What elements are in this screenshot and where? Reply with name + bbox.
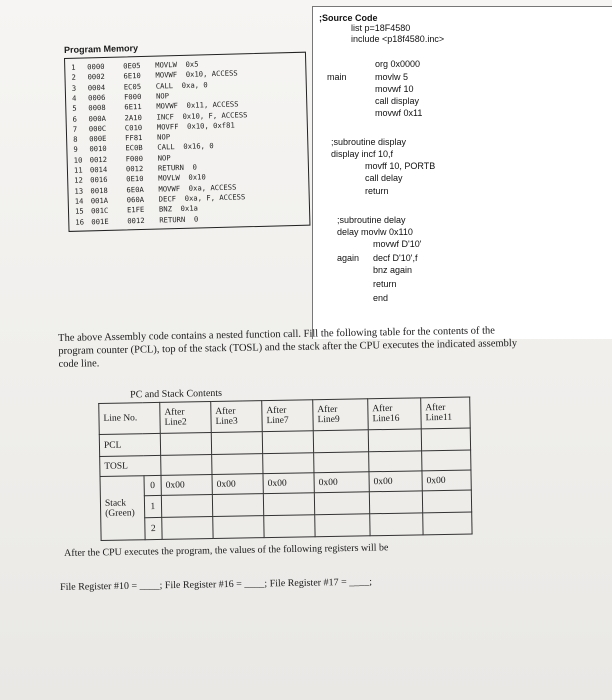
source-line: end (373, 293, 389, 303)
pcl-label: PCL (99, 433, 160, 456)
stack-index: 1 (144, 495, 162, 517)
question-text: The above Assembly code contains a nested function call. Fill the following table for the contents of the program counter (PCL), top of the stack (TOSL) and the stack after the CPU executes the indicated assembly code line. (58, 325, 518, 370)
table-cell-input[interactable] (314, 452, 369, 473)
column-header-bottom: Line9 (317, 414, 340, 426)
source-line: call delay (365, 173, 403, 183)
disassembly: MOVWF 0x11, ACCESS (156, 99, 239, 111)
after-execution-text: After the CPU executes the program, the values of the following registers will be (64, 542, 389, 559)
machine-code: 060A (126, 194, 145, 205)
table-cell-input[interactable] (264, 515, 315, 538)
table-cell-input[interactable] (421, 428, 470, 451)
table-cell-input[interactable] (263, 453, 314, 474)
stack-value: 0x00 (422, 470, 471, 491)
line-number: 2 (71, 72, 76, 83)
table-cell-input[interactable] (369, 491, 422, 514)
memory-address: 0012 (89, 154, 108, 165)
column-header-top: After (425, 402, 446, 414)
machine-code: 0012 (125, 163, 144, 174)
line-number: 14 (74, 196, 84, 206)
memory-address: 0006 (87, 92, 106, 103)
table-cell-input[interactable] (370, 513, 423, 536)
stack-value: 0x00 (263, 473, 314, 494)
source-comment: ;subroutine display (331, 137, 407, 147)
line-number: 3 (71, 83, 77, 93)
column-header (421, 397, 471, 429)
machine-code: 0E05 (123, 61, 141, 71)
source-line: decf D'10',f (373, 253, 418, 263)
memory-address: 0002 (87, 72, 105, 82)
memory-address: 001A (90, 195, 109, 206)
machine-code: 2A10 (124, 112, 143, 122)
machine-code: EC0B (125, 143, 143, 153)
table-caption: PC and Stack Contents (129, 387, 223, 401)
stack-value: 0x00 (369, 471, 422, 492)
memory-address: 0016 (90, 175, 108, 185)
source-line: call display (375, 96, 420, 106)
program-memory-listing (64, 52, 310, 232)
stack-index: 2 (144, 517, 162, 539)
table-cell-input[interactable] (313, 430, 368, 453)
table-cell-input[interactable] (315, 514, 370, 537)
pc-stack-table-wrapper (98, 384, 473, 541)
disassembly: DECF 0xa, F, ACCESS (158, 192, 246, 204)
column-header-top: After (164, 407, 185, 418)
source-code-panel (312, 6, 612, 339)
disassembly: NOP (155, 91, 170, 101)
disassembly: BNZ 0x1a (158, 203, 199, 214)
machine-code: F000 (123, 91, 142, 102)
source-line: movwf 0x11 (375, 108, 423, 118)
column-header-top: After (215, 406, 236, 417)
table-cell-input[interactable] (160, 433, 211, 456)
line-number: 4 (71, 93, 77, 103)
line-number: 12 (74, 175, 83, 186)
machine-code: 6E11 (124, 102, 142, 112)
program-memory-title: Program Memory (63, 43, 139, 55)
machine-code: E1FE (126, 205, 145, 215)
stack-label-line: (Green) (105, 507, 135, 519)
line-number: 11 (73, 165, 83, 175)
column-header (211, 401, 263, 433)
table-cell-input[interactable] (368, 429, 421, 452)
disassembly: INCF 0x10, F, ACCESS (156, 109, 248, 122)
memory-address: 0004 (87, 82, 106, 92)
memory-address: 0018 (90, 185, 108, 195)
line-number: 9 (73, 145, 78, 155)
line-no-header: Line No. (99, 402, 161, 434)
stack-index: 0 (144, 475, 162, 495)
source-line: include <p18f4580.inc> (351, 34, 445, 44)
tosl-label: TOSL (100, 455, 161, 476)
column-header (262, 400, 314, 432)
line-number: 13 (74, 186, 84, 196)
table-cell-input[interactable] (422, 490, 471, 513)
machine-code: 6E0A (126, 184, 144, 195)
memory-address: 001E (91, 216, 109, 226)
disassembly: RETURN 0 (159, 214, 199, 225)
memory-address: 0014 (89, 164, 108, 175)
memory-address: 000A (88, 113, 107, 123)
stack-label (100, 476, 145, 541)
memory-address: 0010 (89, 144, 107, 154)
table-cell-input[interactable] (161, 455, 212, 476)
memory-address: 0008 (88, 103, 106, 113)
source-line: bnz again (373, 265, 413, 275)
column-header (368, 398, 422, 430)
column-header (313, 399, 369, 431)
line-number: 8 (73, 134, 78, 144)
table-cell-input[interactable] (213, 516, 264, 539)
column-header-top: After (372, 403, 393, 415)
column-header-bottom: Line11 (425, 412, 453, 424)
pc-stack-table (98, 397, 472, 541)
column-header (160, 402, 212, 434)
column-header-bottom: Line7 (266, 415, 289, 427)
machine-code: EC05 (123, 81, 142, 92)
source-code-title: ;Source Code (319, 13, 378, 23)
disassembly: CALL 0x16, 0 (157, 141, 214, 152)
source-line: movlw 5 (375, 72, 409, 82)
source-line: return (373, 279, 397, 289)
disassembly: NOP (157, 152, 171, 163)
memory-address: 0000 (87, 61, 105, 72)
stack-value: 0x00 (161, 475, 212, 496)
table-cell-input[interactable] (423, 512, 472, 535)
file-register-blanks: File Register #10 = ____; File Register #16 = ____; File Register #17 = ____; (60, 576, 373, 593)
machine-code: 0012 (127, 215, 145, 225)
disassembly: MOVLW 0x10 (158, 172, 206, 183)
column-header-bottom: Line3 (215, 416, 238, 427)
table-cell-input[interactable] (262, 431, 313, 454)
column-header-bottom: Line2 (164, 417, 187, 428)
line-number: 1 (71, 62, 76, 72)
disassembly: MOVLW 0x5 (155, 59, 199, 70)
table-cell-input[interactable] (162, 517, 213, 540)
line-number: 6 (72, 114, 78, 124)
machine-code: 6E10 (123, 71, 141, 81)
source-line: movwf D'10' (373, 239, 422, 249)
table-cell-input[interactable] (422, 450, 471, 471)
source-line: movwf 10 (375, 84, 414, 94)
machine-code: FF81 (124, 133, 143, 143)
column-header-top: After (317, 404, 338, 416)
memory-address: 001C (90, 206, 109, 216)
machine-code: 0E10 (126, 174, 144, 184)
source-line: delay movlw 0x110 (337, 227, 413, 237)
disassembly: MOVWF 0x10, ACCESS (155, 68, 238, 80)
memory-address: 000E (89, 134, 107, 144)
source-label: again (337, 253, 360, 263)
column-header-bottom: Line16 (372, 413, 400, 425)
machine-code: C010 (124, 122, 143, 133)
disassembly: MOVFF 0x10, 0xf81 (156, 120, 235, 132)
disassembly: MOVWF 0xa, ACCESS (158, 182, 237, 194)
table-cell-input[interactable] (369, 451, 422, 472)
source-line: return (365, 186, 389, 196)
table-cell-input[interactable] (263, 493, 314, 516)
source-comment: ;subroutine delay (337, 215, 406, 225)
line-number: 10 (73, 155, 83, 165)
line-number: 16 (75, 217, 85, 227)
stack-value: 0x00 (212, 474, 263, 495)
source-line: movff 10, PORTB (365, 161, 436, 171)
disassembly: NOP (156, 132, 171, 142)
table-cell-input[interactable] (161, 495, 212, 518)
stack-value: 0x00 (314, 472, 369, 493)
source-line: list p=18F4580 (351, 23, 411, 33)
line-number: 5 (72, 103, 77, 113)
machine-code: F000 (125, 153, 144, 164)
table-cell-input[interactable] (212, 494, 263, 517)
source-line: org 0x0000 (375, 59, 421, 69)
table-cell-input[interactable] (211, 432, 262, 455)
line-number: 15 (74, 206, 84, 216)
stack-label-line: Stack (104, 498, 127, 509)
source-label: main (327, 72, 347, 82)
table-cell-input[interactable] (314, 492, 369, 515)
disassembly: CALL 0xa, 0 (155, 79, 208, 91)
disassembly: RETURN 0 (157, 162, 197, 173)
line-number: 7 (72, 124, 78, 134)
memory-address: 000C (88, 123, 107, 134)
column-header-top: After (266, 405, 287, 417)
table-cell-input[interactable] (212, 454, 263, 475)
source-line: display incf 10,f (331, 149, 394, 159)
